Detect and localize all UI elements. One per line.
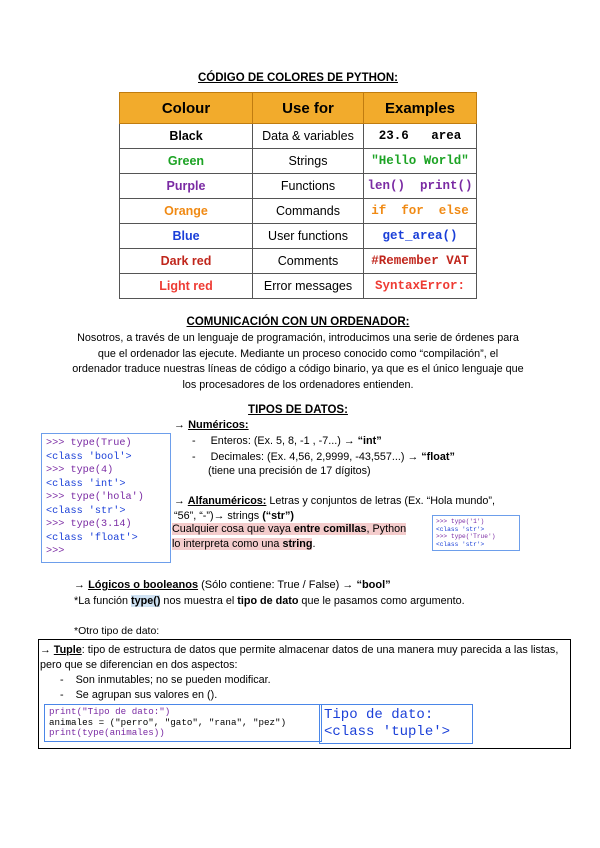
colors-title: CÓDIGO DE COLORES DE PYTHON: [198,72,398,84]
tuple-code [44,704,322,742]
code-example-strings [432,515,520,551]
table-header-colour: Colour [120,93,253,124]
table-row [120,274,477,299]
example: if for else [364,199,477,224]
use-for: Comments [253,249,364,274]
arrow-icon: → [74,579,85,591]
alpha-text-2: “56”, “-”)→ strings [174,510,263,522]
note-highlight [172,523,406,535]
tuple-bullet [60,674,271,686]
enteros-text: Enteros: (Ex. 5, 8, -1 , -7...) → [210,435,355,447]
note-highlight [172,538,312,550]
alpha-text: Letras y conjuntos de letras (Ex. “Hola mundo”, [266,495,496,507]
note-bold: entre comillas [293,523,367,535]
table-row [120,124,477,149]
example: SyntaxError: [364,274,477,299]
code-line: <class 'bool'> [46,451,132,463]
table-row [120,249,477,274]
table-header-examples: Examples [364,93,477,124]
comm-paragraph: Nosotros, a través de un lenguaje de programación, introducimos una serie de órdenes para que el ordenador las ejecute. Mediante un proceso conocido como “compilación”, el ordenador traduce nuestras líneas de código a código binario, ya que es el único lenguaje que los procesadores de los ordenadores entienden. [72,332,524,391]
dash-bullet: - [60,689,64,701]
note-text: Cualquier cosa que vaya [172,523,294,535]
type-func-text: nos muestra el [160,595,238,607]
example: 23.6 area [364,124,477,149]
color-table [119,92,477,299]
tuple-label: Tuple [53,644,82,656]
table-row [120,224,477,249]
logic-text: (Sólo contiene: True / False) → [198,579,357,591]
colour-name: Blue [120,224,253,249]
logic-label: Lógicos o booleanos [88,579,199,591]
example: get_area() [364,224,477,249]
enteros-line [192,435,382,447]
tuple-description [40,643,565,673]
arrow-icon: → [174,419,185,431]
colour-name: Green [120,149,253,174]
code-line: >>> type(True) [46,438,132,449]
alpha-label: Alfanuméricos: [187,495,267,507]
dash-bullet: - [60,674,64,686]
arrow-icon: → [174,495,185,507]
code-line: >>> [46,546,65,557]
output-line: <class 'tuple'> [324,724,451,740]
numeric-heading [174,419,249,431]
alpha-note [172,522,406,552]
code-line: print("Tipo de dato:") [49,706,171,717]
tuple-bullet-text: Se agrupan sus valores en (). [75,689,218,701]
colour-name: Purple [120,174,253,199]
types-title: TIPOS DE DATOS: [248,404,348,416]
table-row [120,174,477,199]
decimales-type: “float” [421,451,455,463]
colour-name: Orange [120,199,253,224]
code-line: >>> type('hola') [46,492,144,503]
note-bold: string [282,538,313,550]
type-func-line [74,595,465,607]
code-line: <class 'str'> [436,525,485,533]
use-for: Functions [253,174,364,199]
type-func-text: *La función [74,595,132,607]
colour-name: Black [120,124,253,149]
use-for: Strings [253,149,364,174]
code-line: <class 'float'> [46,532,138,544]
output-line: Tipo de dato: [324,707,434,723]
enteros-type: “int” [357,435,382,447]
code-line: >>> type('1') [436,518,485,525]
logic-line [74,579,391,591]
decimales-line [192,451,455,463]
tuple-desc: : tipo de estructura de datos que permite almacenar datos de una manera muy parecida a las listas, pero que se diferencian en dos aspectos: [40,644,559,671]
arrow-icon: → [40,644,51,656]
other-type-label: *Otro tipo de dato: [74,625,160,637]
example: #Remember VAT [364,249,477,274]
note-text: . [312,538,316,550]
table-header-use: Use for [253,93,364,124]
example: "Hello World" [364,149,477,174]
example: len() print() [364,174,477,199]
code-line: animales = ("perro", "gato", "rana", "pez") [49,716,287,728]
colour-name: Light red [120,274,253,299]
tuple-bullet [60,689,217,701]
use-for: Data & variables [253,124,364,149]
use-for: User functions [253,224,364,249]
type-func-text: que le pasamos como argumento. [298,595,465,607]
dash-bullet: - [192,451,196,463]
type-func-bold: tipo de dato [237,595,299,607]
code-line: >>> type(3.14) [46,519,132,530]
type-func-name: type() [131,595,161,607]
code-line: >>> type('True') [436,533,496,541]
dash-bullet: - [192,435,196,447]
code-line: >>> type(4) [46,465,114,476]
use-for: Error messages [253,274,364,299]
tuple-bullet-text: Son inmutables; no se pueden modificar. [75,674,271,686]
colour-name: Dark red [120,249,253,274]
numeric-label: Numéricos: [188,419,249,431]
code-line: <class 'str'> [436,540,485,548]
note-text: lo interpreta como una [172,538,283,550]
code-line: print(type(animales)) [49,727,165,738]
decimales-text: Decimales: (Ex. 4,56, 2,9999, -43,557...) → [210,451,419,463]
code-line: <class 'str'> [46,505,126,517]
logic-type: “bool” [356,579,391,591]
comm-title: COMUNICACIÓN CON UN ORDENADOR: [186,316,410,328]
table-row [120,149,477,174]
note-text: , Python [366,523,407,535]
table-row [120,199,477,224]
code-line: <class 'int'> [46,478,126,490]
code-example-types [41,433,171,563]
tuple-output [319,704,473,744]
alpha-type: (“str”) [262,510,294,522]
precision-note: (tiene una precisión de 17 dígitos) [208,465,371,477]
use-for: Commands [253,199,364,224]
